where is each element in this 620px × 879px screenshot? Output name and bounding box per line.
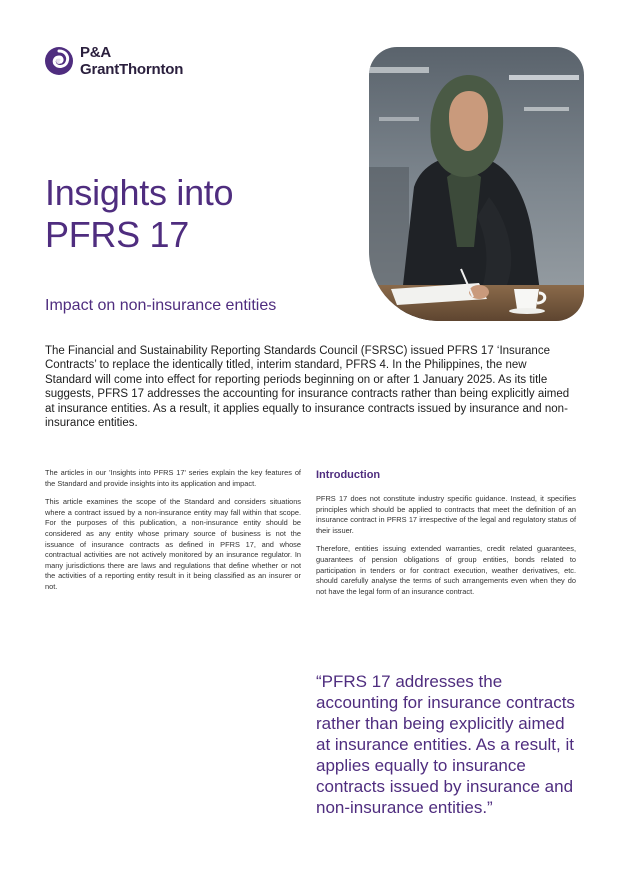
page-title — [45, 172, 233, 256]
hero-illustration — [369, 47, 584, 321]
title-line-1: Insights into — [45, 172, 234, 213]
brand-logo — [44, 44, 183, 78]
lead-paragraph: The Financial and Sustainability Reporting Standards Council (FSRSC) issued PFRS 17 ‘Insurance Contracts’ to replace the identically titled, interim standard, PFRS 4. In the Philippines, the new Standard will come into effect for reporting periods beginning on or after 1 January 2025. As its title suggests, PFRS 17 addresses the accounting for insurance contracts rather than being explicitly aimed at insurance entities. As a result, it applies equally to insurance contracts issued by insurance and non-insurance entities. — [45, 345, 570, 430]
brand-line-2: GrantThornton — [80, 61, 184, 78]
right-paragraph-2: Therefore, entities issuing extended warranties, credit related guarantees, guarantees of pension obligations of group entities, bonds related to participation in tenders or for contract execution, weather derivatives, etc. should carefully analyse the terms of such arrangements even when they do not have the legal form of an insurance contract. — [316, 544, 576, 596]
introduction-heading: Introduction — [316, 469, 381, 481]
grant-thornton-swirl-icon — [44, 46, 74, 76]
left-paragraph-1: The articles in our 'Insights into PFRS 17' series explain the key features of the Standard and provide insights into its application and impact. — [45, 468, 301, 488]
title-line-2: PFRS 17 — [45, 214, 189, 255]
right-column — [316, 468, 576, 605]
woman-writing-photo — [369, 47, 584, 321]
brand-wordmark — [80, 44, 183, 78]
page-subtitle: Impact on non-insurance entities — [45, 297, 277, 314]
pull-quote: “PFRS 17 addresses the accounting for insurance contracts rather than being explicitly aimed at insurance entities. As a result, it applies equally to insurance contracts issued by insurance and non-insurance entities.” — [316, 672, 575, 817]
left-paragraph-2: This article examines the scope of the Standard and considers situations where a contract issued by a non-insurance entity may fall within that scope. For the purposes of this publication, a non-insurance entity should be considered as any entity whose primary source of business is not the issuance of insurance contracts as defined in PFRS 17, and whose contractual activities are not actively monitored by an insurance regulator. In many jurisdictions there are laws and regulations that define whether or not the activities of a reporting entity result in it being classified as an insurer or not. — [45, 497, 301, 591]
left-column — [45, 468, 301, 601]
right-paragraph-1: PFRS 17 does not constitute industry specific guidance. Instead, it specifies principles which should be applied to contracts that meet the definition of an insurance contract in PFRS 17 irrespective of the legal and regulatory status of their issuer. — [316, 494, 576, 535]
brand-line-1: P&A — [80, 44, 112, 61]
